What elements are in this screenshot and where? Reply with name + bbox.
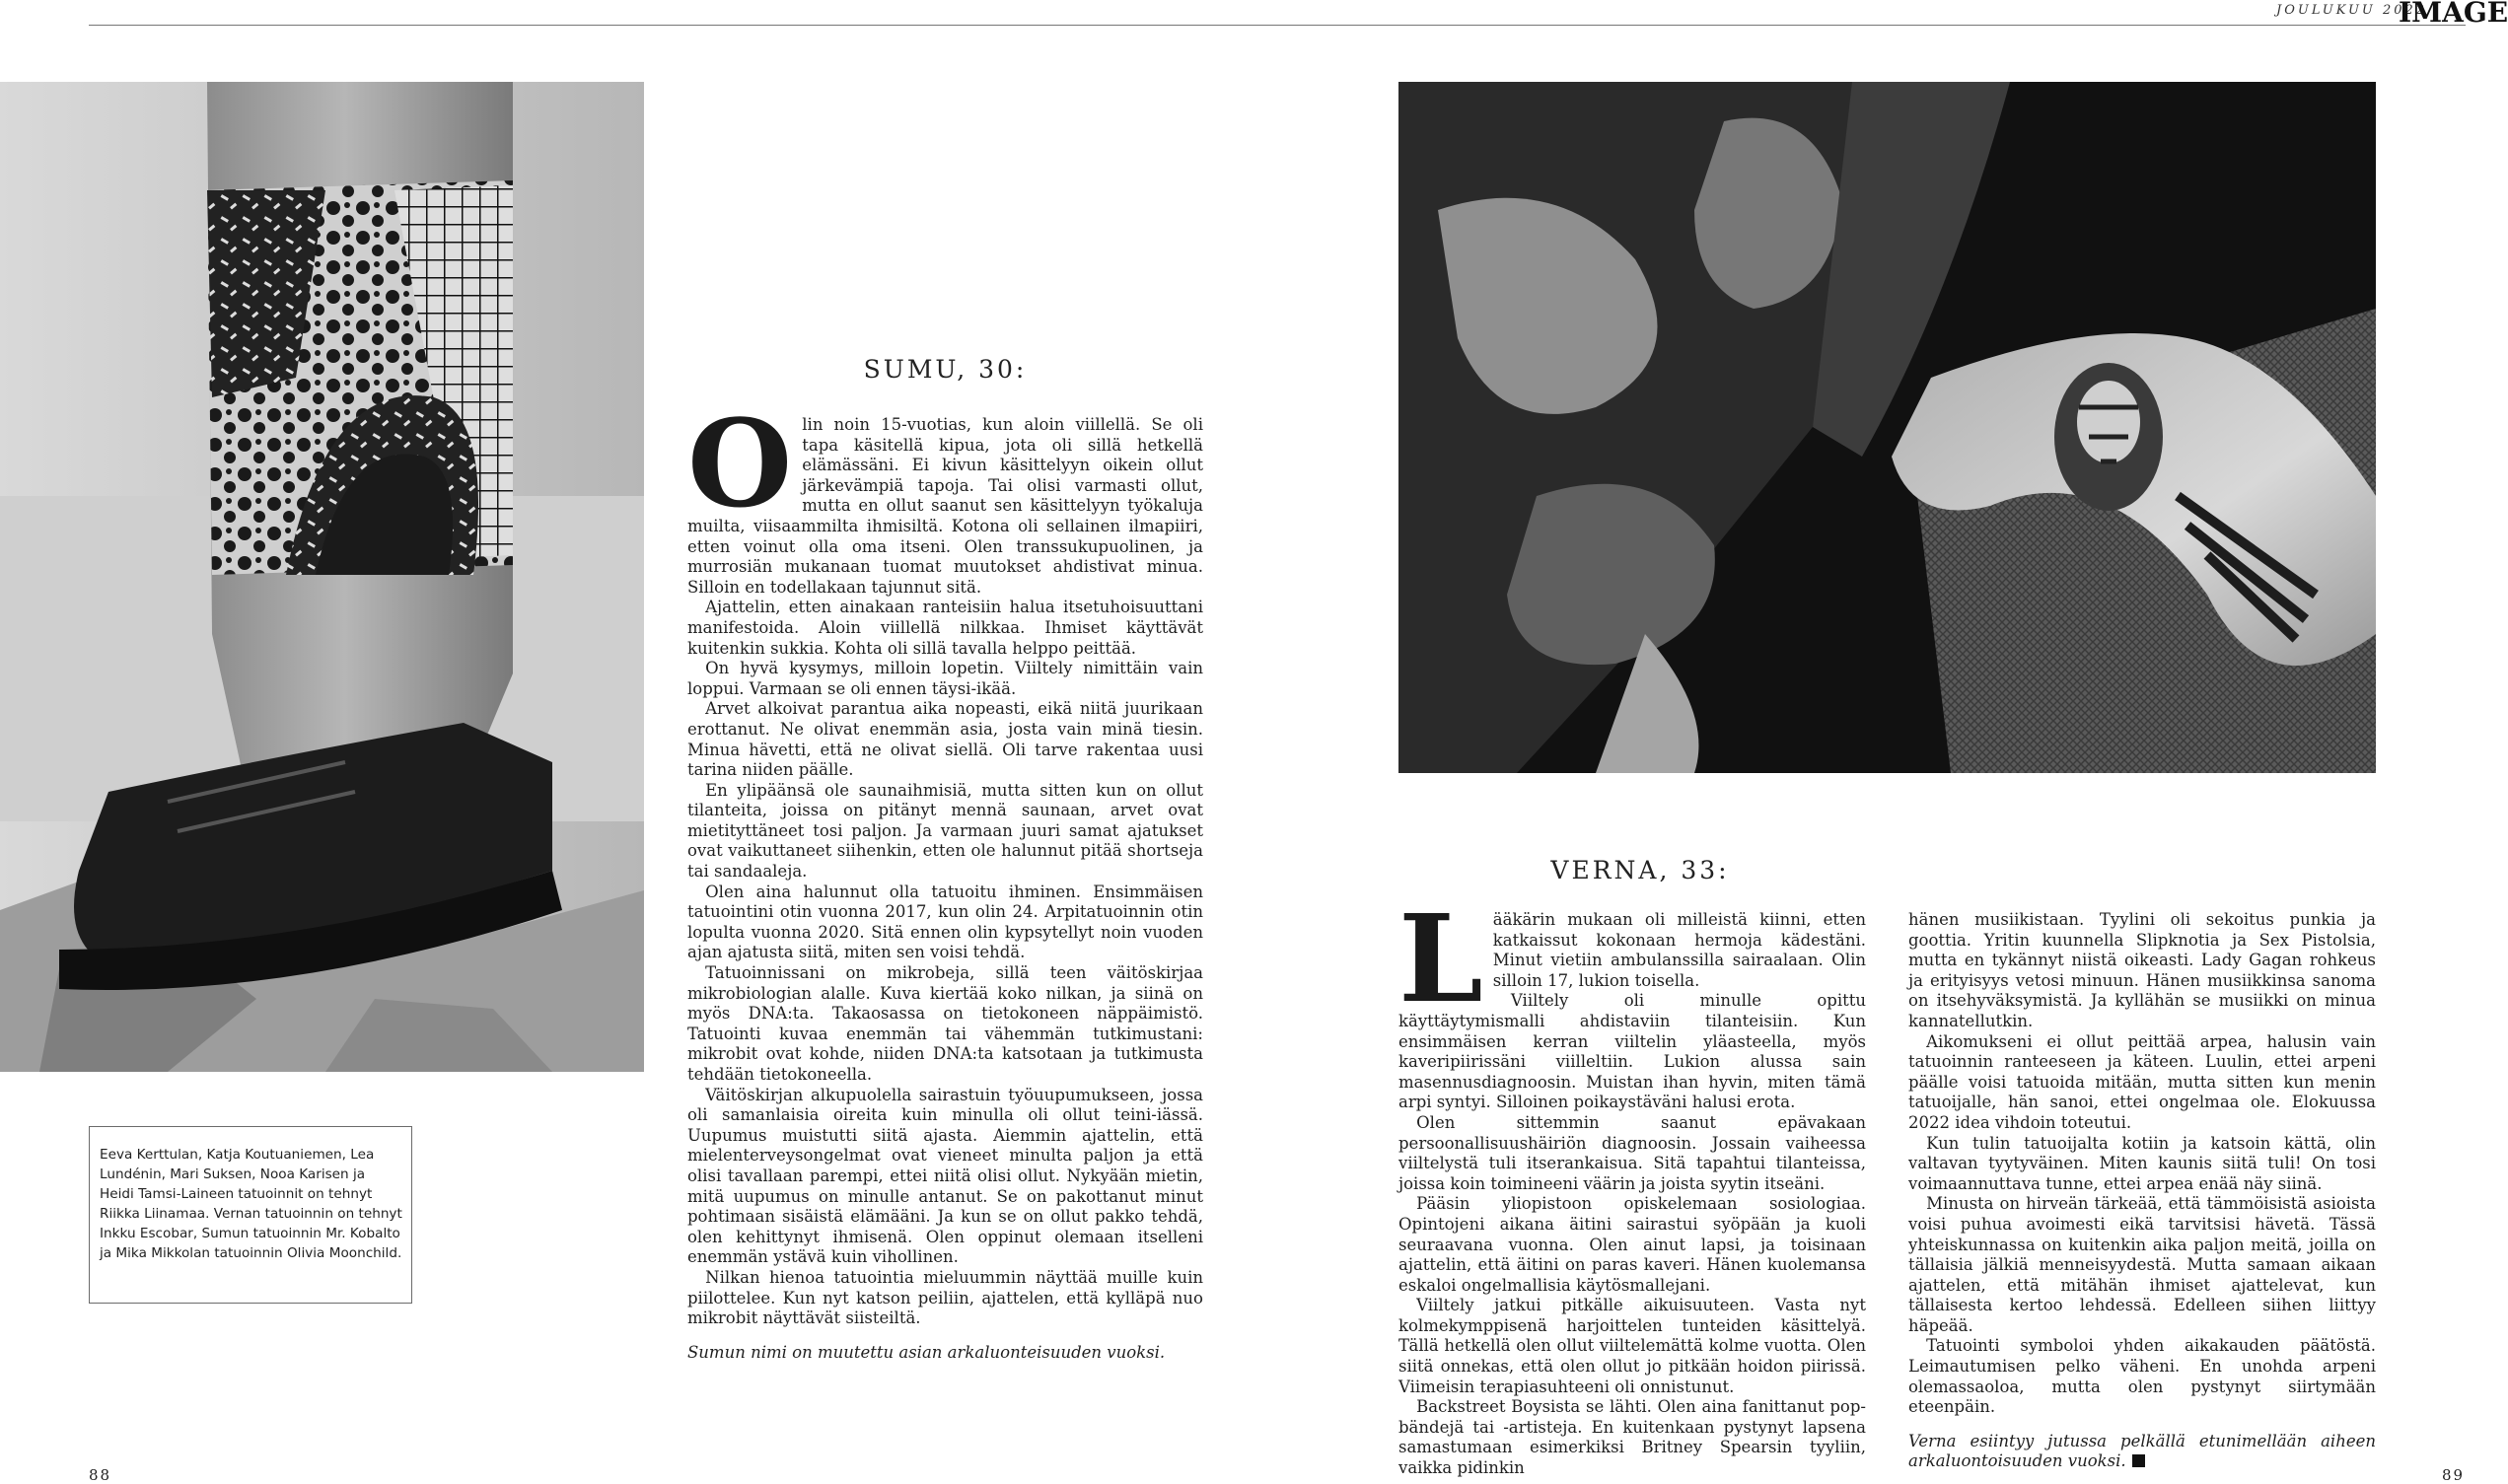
sumu-dropcap: O	[687, 392, 793, 534]
sumu-paragraph: On hyvä kysymys, milloin lopetin. Viiltely nimittäin vain loppui. Varmaan se oli ennen täysi-ikää.	[687, 659, 1203, 698]
sumu-paragraph: Nilkan hienoa tatuointia mieluummin näyttää muille kuin piilottelee. Kun nyt katson peiliin, ajattelen, että kylläpä nuo mikrobit näyttävät siisteiltä.	[687, 1267, 1203, 1328]
page-number-right: 89	[2442, 1466, 2466, 1484]
sumu-paragraph	[687, 392, 1203, 598]
verna-paragraph: Kun tulin tatuoijalta kotiin ja katsoin kättä, olin valtavan tyytyväinen. Miten kaunis siitä tuli! On tosi voimaannuttava tunne, ettei arpea enää näy siinä.	[1908, 1133, 2376, 1193]
verna-paragraph: Viiltely jatkui pitkälle aikuisuuteen. Vasta nyt kolmekymppisenä harjoittelen tunteiden käsittelyä. Tällä hetkellä olen ollut viiltelemättä kolme vuotta. Olen siitä onnekas, että olen ollut jo pitkään hoidon piirissä. Viimeisin terapiasuhteeni oli onnistunut.	[1398, 1296, 1866, 1396]
verna-article-column-2	[1908, 910, 2376, 1472]
header-rule	[89, 25, 2466, 26]
sumu-anonymity-note: Sumun nimi on muutettu asian arkaluonteisuuden vuoksi.	[687, 1342, 1166, 1362]
verna-article-column-1	[1398, 887, 1866, 1479]
sumu-paragraph-text: lin noin 15-vuotias, kun aloin viillellä. Se oli tapa käsitellä kipua, jota oli sillä hetkellä elämässäni. Ei kivun käsittelyyn oikein ollut järkevämpiä tapoja. Tai olisi varmasti ollut, mutta en ollut saanut sen käsittelyyn työkaluja muilta, viisaammilta ihmisiltä. Kotona oli sellainen ilmapiiri, etten voinut olla oma itseni. Olen transsukupuolinen, ja murrosiän mukanaan tuomat muutokset ahdistivat minua. Silloin en todellakaan tajunnut sitä.	[687, 415, 1203, 597]
verna-paragraph: Backstreet Boysista se lähti. Olen aina fanittanut pop-bändejä tai -artisteja. En kuitenkaan pystynyt lapsena samastumaan esimerkiksi Britney Spearsin tyyliin, vaikka pidinkin	[1398, 1397, 1866, 1478]
magazine-logo: IMAGE	[2399, 0, 2508, 29]
verna-paragraph: Olen sittemmin saanut epävakaan persoonallisuushäiriön diagnoosin. Jossain vaiheessa viiltelystä tuli itserankaisua. Sitä tapahtui tilanteissa, joissa koin toimineeni väärin ja joista syytin itseäni.	[1398, 1112, 1866, 1193]
verna-paragraph: hänen musiikistaan. Tyylini oli sekoitus punkia ja goottia. Yritin kuunnella Slipknotia ja Sex Pistolsia, mutta en tykännyt niistä oikeasti. Lady Gagan rohkeus ja erityisyys vetosi minuun. Hänen musiikkinsa sanoma on itsehyväksymistä. Ja kyllähän se musiikki on minua kannatellutkin.	[1908, 910, 2376, 1030]
verna-heading: VERNA, 33:	[1550, 856, 1730, 884]
sumu-paragraph: Väitöskirjan alkupuolella sairastuin työuupumukseen, jossa oli samanlaisia oireita kuin minulla oli ollut teini-iässä. Uupumus muistutti siitä ajasta. Aiemmin ajattelin, että mielenterveysongelmat ovat vieneet minulta paljon ja että olisi tavallaan parempi, ettei niitä olisi ollut. Nykyään mietin, mitä uupumus on minulle antanut. Se on pakottanut minut pohtimaan sisäistä elämääni. Ja kun se on ollut pakko tehdä, olen kehittynyt ihmisenä. Olen oppinut olemaan itselleni enemmän ystävä kuin vihollinen.	[687, 1085, 1203, 1267]
sumu-paragraph: Ajattelin, etten ainakaan ranteisiin halua itsetuhoisuuttani manifestoida. Aloin viillellä nilkkaa. Ihmiset käyttävät kuitenkin sukkia. Kohta oli sillä tavalla helppo peittää.	[687, 598, 1203, 658]
leg-tattoo-photo	[0, 82, 644, 1072]
verna-paragraph: Minusta on hirveän tärkeää, että tämmöisistä asioista voisi puhua avoimesti eikä tarvitsisi hävetä. Tässä yhteiskunnassa on kuitenkin aika paljon meitä, joilla on tällaisia jälkiä menneisyydestä. Mutta samaan aikaan ajattelen, että mitähän ihmiset ajattelevat, kun tällaisesta kertoo lehdessä. Edelleen siihen liittyy häpeää.	[1908, 1194, 2376, 1335]
sumu-paragraph: En ylipäänsä ole saunaihmisiä, mutta sitten kun on ollut tilanteita, joissa on pitänyt mennä saunaan, arvet ovat mietityttäneet tosi paljon. Ja varmaan juuri samat ajatukset ovat vaikuttaneet siihenkin, etten ole halunnut pitää shortseja tai sandaaleja.	[687, 780, 1203, 882]
arm-tattoo-photo	[1398, 82, 2376, 773]
sumu-paragraph: Tatuoinnissani on mikrobeja, sillä teen väitöskirjaa mikrobiologian alalle. Kuva kiertää koko nilkan, ja siinä on myös DNA:ta. Takaosassa on tietokoneen näppäimistö. Tatuointi kuvaa enemmän tai vähemmän tutkimustani: mikrobit ovat kohde, niiden DNA:ta katsotaan ja tutkimusta tehdään tietokoneella.	[687, 963, 1203, 1084]
sumu-heading: SUMU, 30:	[863, 355, 1028, 384]
sumu-paragraph: Arvet alkoivat parantua aika nopeasti, eikä niitä juurikaan erottanut. Ne olivat enemmän asia, josta vain minä tiesin. Minua hävetti, että ne olivat siellä. Oli tarve rakentaa uusi tarina niiden päälle.	[687, 699, 1203, 780]
verna-paragraph	[1398, 887, 1866, 1029]
verna-paragraph: Viiltely oli minulle opittu käyttäytymismalli ahdistaviin tilanteisiin. Kun ensimmäisen kerran viiltelin yläasteella, myös kaveripiirissäni viilleltiin. Lukion alussa sain masennusdiagnoosin. Muistan ihan hyvin, miten tämä arpi syntyi. Silloinen poikaystäväni halusi erota.	[1398, 991, 1866, 1112]
verna-anonymity-note	[1908, 1432, 2376, 1472]
verna-dropcap: L	[1398, 887, 1483, 1029]
verna-note-text: Verna esiintyy jutussa pelkällä etunimellään aiheen arkaluontoisuuden vuoksi.	[1908, 1431, 2376, 1471]
end-mark-icon	[2132, 1454, 2145, 1467]
page-number-left: 88	[89, 1466, 112, 1484]
sumu-paragraph: Olen aina halunnut olla tatuoitu ihminen. Ensimmäisen tatuointini otin vuonna 2017, kun olin 24. Arpitatuoinnin otin lopulta vuonna 2020. Sitä ennen olin kypsytellyt noin vuoden ajan ajatusta siitä, miten sen voisi tehdä.	[687, 882, 1203, 962]
tattoo-artist-credits: Eeva Kerttulan, Katja Koutuaniemen, Lea Lundénin, Mari Suksen, Nooa Karisen ja Heidi Tamsi-Laineen tatuoinnit on tehnyt Riikka Liinamaa. Vernan tatuoinnin on tehnyt Inkku Escobar, Sumun tatuoinnin Mr. Kobalto ja Mika Mikkolan tatuoinnin Olivia Moonchild.	[89, 1126, 412, 1304]
issue-date: JOULUKUU 2022	[2276, 3, 2428, 18]
sumu-article	[687, 392, 1203, 1363]
verna-paragraph: Pääsin yliopistoon opiskelemaan sosiologiaa. Opintojeni aikana äitini sairastui syöpään ja kuoli seuraavana vuonna. Olen ainut lapsi, ja toisinaan ajattelin, että äitini on paras kaveri. Hänen kuolemansa eskaloi ongelmallisia käytösmallejani.	[1398, 1194, 1866, 1295]
verna-paragraph: Aikomukseni ei ollut peittää arpea, halusin vain tatuoinnin ranteeseen ja käteen. Luulin, ettei arpeni päälle voisi tatuoida mitään, mutta sitten kun menin tatuoijalle, hän sanoi, ettei ongelmaa ole. Elokuussa 2022 idea vihdoin toteutui.	[1908, 1031, 2376, 1132]
verna-paragraph: Tatuointi symboloi yhden aikakauden päätöstä. Leimautumisen pelko väheni. En unohda arpeni olemassaoloa, mutta olen pystynyt siirtymään eteenpäin.	[1908, 1336, 2376, 1417]
verna-paragraph-text: ääkärin mukaan oli milleistä kiinni, etten katkaissut kokonaan hermoja kädestäni. Minut vietiin ambulanssilla sairaalaan. Olin silloin 17, lukion toisella.	[1492, 910, 1866, 990]
